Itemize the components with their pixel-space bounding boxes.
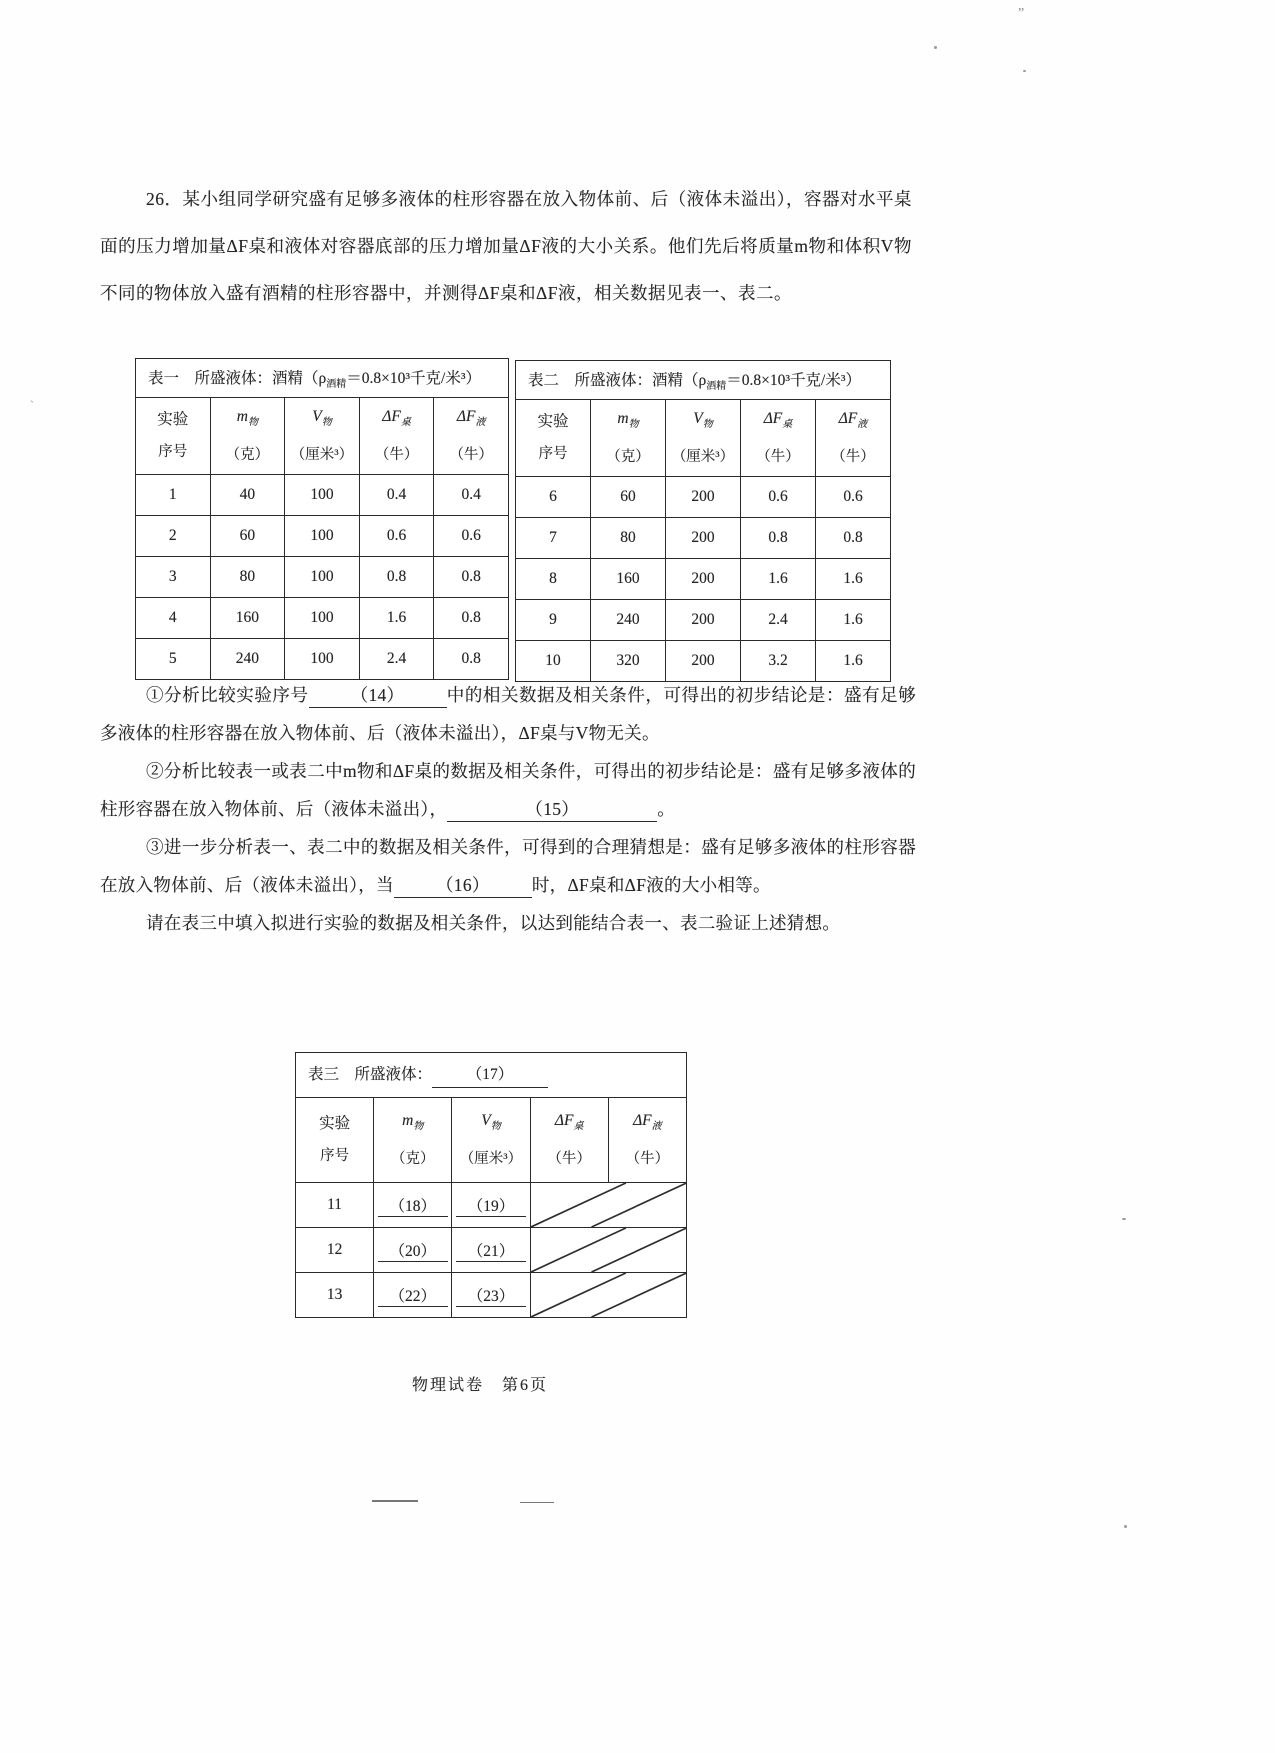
blank-16: （16） [394, 873, 532, 898]
scan-artifact [1023, 70, 1026, 72]
table-row: 4 160 100 1.6 0.8 [136, 598, 509, 639]
table-three [295, 1052, 687, 1318]
col-header-dF-table: $\Delta F_桌$ （牛） [741, 400, 816, 477]
table-row: 8 160 200 1.6 1.6 [516, 559, 891, 600]
table-header-row [136, 398, 509, 475]
hatched-cell [530, 1183, 686, 1228]
table-header-row [296, 1098, 687, 1183]
scan-artifact [372, 1500, 418, 1502]
col-header-dF-liquid: $\Delta F_液$ （牛） [434, 398, 509, 475]
table-row: 11 （18） （19） [296, 1183, 687, 1228]
table-row: 9 240 200 2.4 1.6 [516, 600, 891, 641]
col-header-dF-table: $\Delta F_桌$ （牛） [530, 1098, 608, 1183]
question-part-1: ①分析比较实验序号 （14） 中的相关数据及相关条件，可得出的初步结论是：盛有足够多液体的柱形容器在放入物体前、后（液体未溢出），ΔF桌与V物无关。 [100, 685, 916, 743]
page-footer: 物理试卷 第6页 [412, 1377, 549, 1394]
table-row [296, 1053, 687, 1098]
table-row: 7 80 200 0.8 0.8 [516, 518, 891, 559]
table-one [135, 358, 509, 680]
scan-artifact: ” [1018, 6, 1025, 21]
question-note: 请在表三中填入拟进行实验的数据及相关条件，以达到能结合表一、表二验证上述猜想。 [146, 913, 841, 933]
scan-artifact [1122, 1218, 1126, 1220]
blank-15: （15） [447, 797, 657, 822]
blank-18: （18） [378, 1194, 448, 1217]
col-header-mass: $m_物$ （克） [374, 1098, 452, 1183]
col-header-volume: $V_物$ （厘米³） [285, 398, 360, 475]
table-header-row [516, 400, 891, 477]
blank-21: （21） [456, 1239, 526, 1262]
blank-23: （23） [456, 1284, 526, 1307]
blank-22: （22） [378, 1284, 448, 1307]
scan-artifact [520, 1502, 554, 1503]
hatched-cell [530, 1273, 686, 1318]
table-three-title: 表三 所盛液体： （17） [296, 1053, 687, 1098]
blank-20: （20） [378, 1239, 448, 1262]
table-row: 3 80 100 0.8 0.8 [136, 557, 509, 598]
blank-17: （17） [432, 1063, 548, 1088]
hatched-cell [530, 1228, 686, 1273]
table-row: 12 （20） （21） [296, 1228, 687, 1273]
hatch-lines [531, 1228, 686, 1272]
table-two [515, 360, 891, 682]
question-26-intro: 26．某小组同学研究盛有足够多液体的柱形容器在放入物体前、后（液体未溢出），容器对水平桌面的压力增加量ΔF桌和液体对容器底部的压力增加量ΔF液的大小关系。他们先后将质量m物和体积V物不同的物体放入盛有酒精的柱形容器中，并测得ΔF桌和ΔF液，相关数据见表一、表二。 [100, 189, 912, 303]
col-header-dF-liquid: $\Delta F_液$ （牛） [816, 400, 891, 477]
hatch-lines [531, 1273, 686, 1317]
table-row: 2 60 100 0.6 0.6 [136, 516, 509, 557]
table-row: 10 320 200 3.2 1.6 [516, 641, 891, 682]
col-header-volume: $V_物$ （厘米³） [452, 1098, 530, 1183]
table-row: 1 40 100 0.4 0.4 [136, 475, 509, 516]
col-header-exp-no: 实验 序号 [516, 400, 591, 477]
blank-14: （14） [309, 683, 447, 708]
col-header-dF-table: $\Delta F_桌$ （牛） [359, 398, 434, 475]
col-header-dF-liquid: $\Delta F_液$ （牛） [608, 1098, 686, 1183]
table-row: 5 240 100 2.4 0.8 [136, 639, 509, 680]
scan-artifact [934, 46, 937, 49]
blank-19: （19） [456, 1194, 526, 1217]
scan-artifact [1124, 1525, 1127, 1528]
scan-artifact: ` [30, 398, 34, 412]
table-row [516, 361, 891, 400]
col-header-volume: $V_物$ （厘米³） [666, 400, 741, 477]
question-part-3: ③进一步分析表一、表二中的数据及相关条件，可得到的合理猜想是：盛有足够多液体的柱形容器在放入物体前、后（液体未溢出），当 （16） 时，ΔF桌和ΔF液的大小相等。 [100, 828, 916, 904]
col-header-mass: $m_物$ （克） [591, 400, 666, 477]
col-header-mass: $m_物$ （克） [210, 398, 285, 475]
table-two-title: 表二 所盛液体：酒精（$\rho_{酒精}=0.8\times 10^3$千克/米³） [516, 361, 891, 400]
col-header-exp-no: 实验 序号 [296, 1098, 374, 1183]
table-row [136, 359, 509, 398]
table-row: 13 （22） （23） [296, 1273, 687, 1318]
col-header-exp-no: 实验 序号 [136, 398, 211, 475]
sub-questions [100, 676, 916, 942]
question-part-2: ②分析比较表一或表二中m物和ΔF桌的数据及相关条件，可得出的初步结论是：盛有足够多液体的柱形容器在放入物体前、后（液体未溢出）， （15） 。 [100, 752, 916, 828]
hatch-lines [531, 1183, 686, 1227]
table-row: 6 60 200 0.6 0.6 [516, 477, 891, 518]
table-one-title: 表一 所盛液体：酒精（$\rho_{酒精}=0.8\times 10^3$千克/米³） [136, 359, 509, 398]
